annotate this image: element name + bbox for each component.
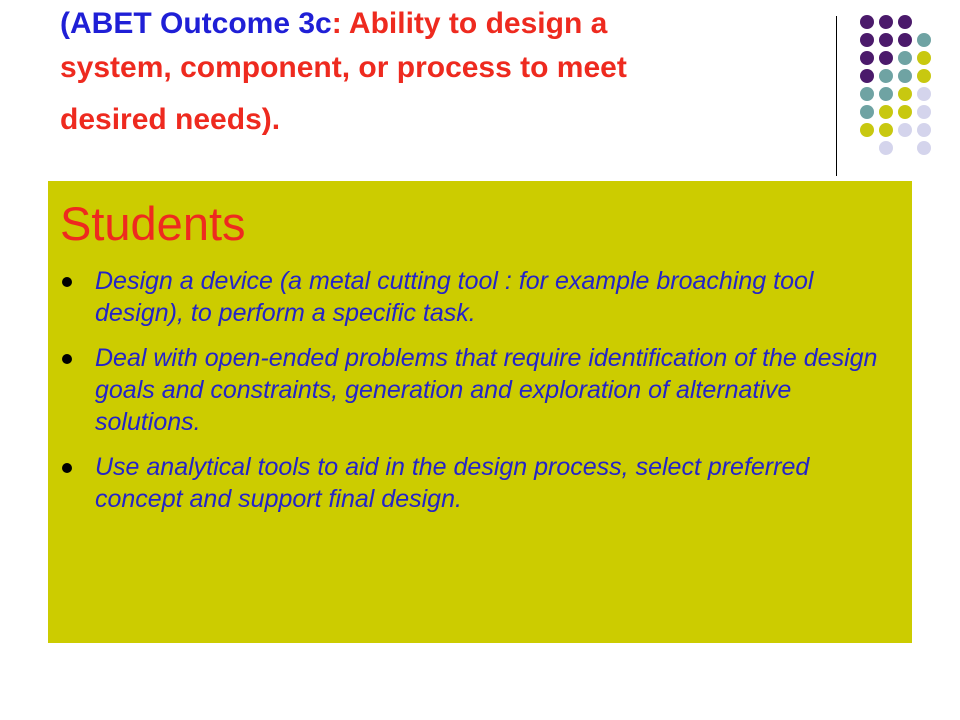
decorative-dot — [860, 105, 874, 119]
decorative-dot — [879, 123, 893, 137]
decorative-dot — [860, 123, 874, 137]
bullet-dot-icon — [62, 354, 72, 364]
decorative-dot — [879, 141, 893, 155]
bullet-item — [48, 265, 878, 329]
decorative-dot — [917, 141, 931, 155]
content-panel — [48, 181, 912, 643]
title-line-2: system, component, or process to meet — [60, 51, 627, 84]
decorative-dot — [898, 51, 912, 65]
section-heading: Students — [60, 197, 246, 250]
decorative-dot — [898, 15, 912, 29]
decorative-dot — [860, 33, 874, 47]
decorative-dot-grid — [0, 0, 960, 180]
bullet-text: Use analytical tools to aid in the design process, select preferred concept and support final design. — [95, 453, 810, 513]
decorative-dot — [917, 87, 931, 101]
bullet-item — [48, 342, 878, 438]
decorative-dot — [860, 51, 874, 65]
title-line-3: desired needs). — [60, 103, 281, 136]
decorative-dot — [879, 69, 893, 83]
decorative-dot — [860, 69, 874, 83]
decorative-dot — [898, 69, 912, 83]
decorative-dot — [860, 15, 874, 29]
bullet-text: Deal with open-ended problems that require identification of the design goals and constraints, generation and exploration of alternative solutions. — [95, 344, 878, 436]
decorative-dot — [917, 69, 931, 83]
decorative-dot — [898, 123, 912, 137]
bullet-text: Design a device (a metal cutting tool : for example broaching tool design), to perform a specific task. — [95, 267, 814, 327]
decorative-dot — [879, 51, 893, 65]
bullet-dot-icon — [62, 277, 72, 287]
title-outcome-label: (ABET Outcome 3c — [60, 7, 332, 40]
decorative-dot — [898, 33, 912, 47]
decorative-dot — [917, 33, 931, 47]
bullet-list — [48, 265, 878, 528]
decorative-dot — [917, 105, 931, 119]
decorative-dot — [917, 51, 931, 65]
title-outcome-text: : Ability to design a — [331, 7, 608, 40]
decorative-dot — [917, 123, 931, 137]
decorative-dot — [898, 87, 912, 101]
decorative-dot — [898, 105, 912, 119]
decorative-dot — [879, 105, 893, 119]
bullet-dot-icon — [62, 463, 72, 473]
decorative-dot — [879, 33, 893, 47]
decorative-dot — [860, 87, 874, 101]
decorative-dot — [879, 87, 893, 101]
decorative-dot — [879, 15, 893, 29]
bullet-item — [48, 451, 878, 515]
